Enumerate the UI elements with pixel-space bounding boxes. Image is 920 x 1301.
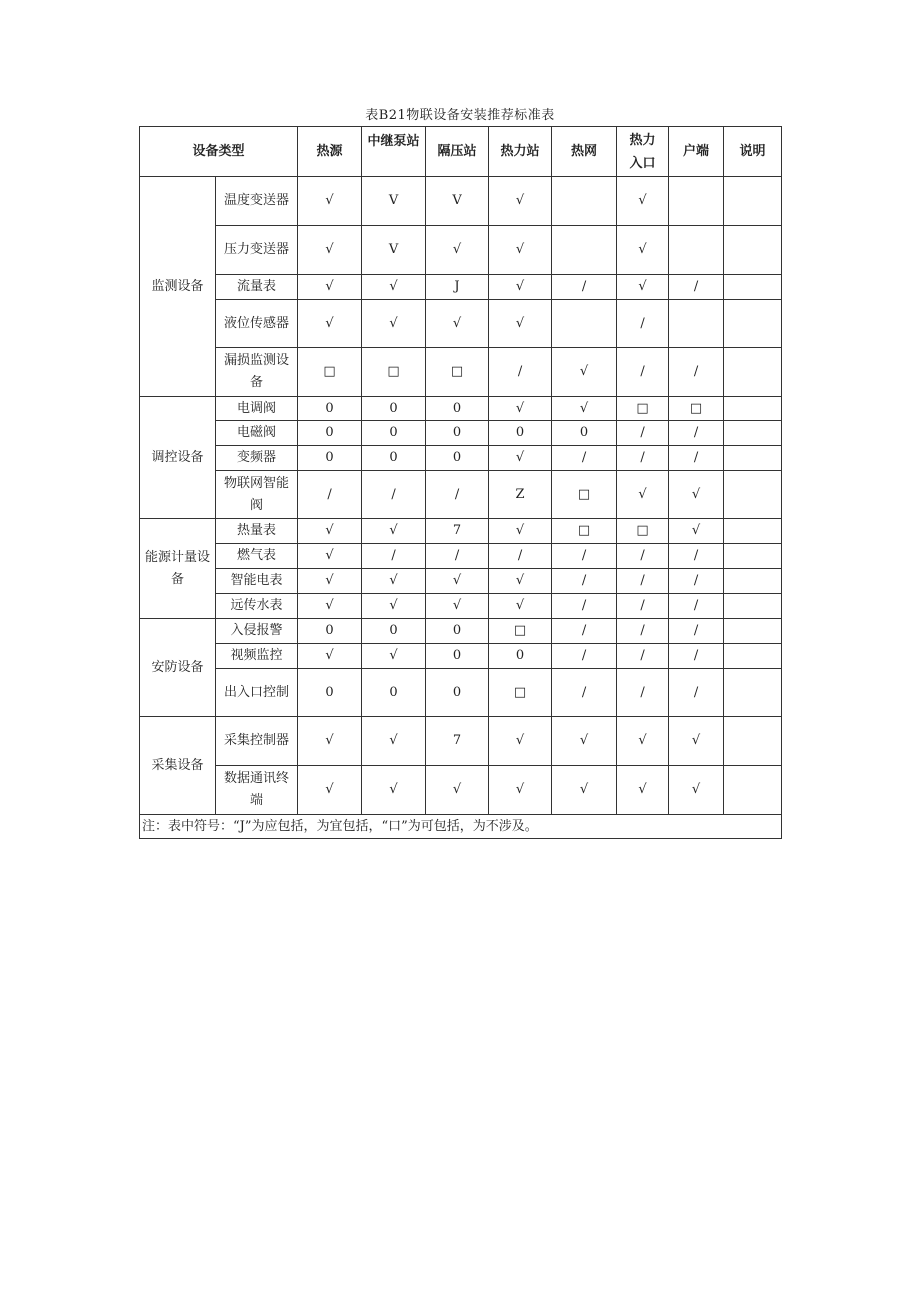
- device-name: 流量表: [216, 275, 298, 300]
- table-row: [140, 421, 782, 446]
- table-row: [140, 544, 782, 569]
- value-cell: √: [617, 177, 669, 226]
- device-name: 电调阀: [216, 397, 298, 421]
- value-cell: √: [426, 766, 489, 815]
- value-cell: √: [362, 519, 426, 544]
- value-cell: √: [489, 519, 552, 544]
- value-cell: √: [669, 519, 724, 544]
- value-cell: 7: [426, 519, 489, 544]
- value-cell: √: [298, 594, 362, 619]
- value-cell: 0: [362, 446, 426, 471]
- value-cell: 0: [426, 397, 489, 421]
- value-cell: /: [669, 619, 724, 644]
- value-cell: √: [298, 300, 362, 348]
- value-cell: 7: [426, 717, 489, 766]
- header-col: 说明: [724, 127, 782, 177]
- value-cell: 0: [362, 619, 426, 644]
- value-cell: [724, 569, 782, 594]
- value-cell: √: [298, 766, 362, 815]
- value-cell: □: [298, 348, 362, 397]
- table-row: [140, 766, 782, 815]
- table-caption: 表B21物联设备安装推荐标准表: [365, 108, 555, 123]
- value-cell: √: [298, 644, 362, 669]
- value-cell: √: [298, 544, 362, 569]
- value-cell: √: [426, 226, 489, 275]
- table-row: [140, 644, 782, 669]
- value-cell: √: [298, 569, 362, 594]
- value-cell: 0: [298, 397, 362, 421]
- table-row: [140, 519, 782, 544]
- value-cell: [552, 177, 617, 226]
- value-cell: √: [489, 177, 552, 226]
- value-cell: /: [552, 446, 617, 471]
- value-cell: [724, 471, 782, 519]
- value-cell: √: [669, 471, 724, 519]
- value-cell: √: [362, 766, 426, 815]
- header-col: 热源: [298, 127, 362, 177]
- value-cell: √: [489, 569, 552, 594]
- value-cell: √: [552, 717, 617, 766]
- device-name: 远传水表: [216, 594, 298, 619]
- value-cell: √: [298, 275, 362, 300]
- header-col: 中继泵站: [362, 127, 426, 177]
- value-cell: √: [489, 300, 552, 348]
- value-cell: √: [489, 446, 552, 471]
- value-cell: √: [489, 594, 552, 619]
- value-cell: 0: [426, 421, 489, 446]
- device-name: 物联网智能阀: [216, 471, 298, 519]
- value-cell: V: [426, 177, 489, 226]
- value-cell: /: [552, 275, 617, 300]
- value-cell: √: [617, 717, 669, 766]
- value-cell: /: [617, 669, 669, 717]
- value-cell: /: [552, 619, 617, 644]
- value-cell: [724, 421, 782, 446]
- value-cell: □: [426, 348, 489, 397]
- value-cell: √: [617, 766, 669, 815]
- value-cell: /: [669, 669, 724, 717]
- value-cell: 0: [489, 421, 552, 446]
- device-name: 压力变送器: [216, 226, 298, 275]
- value-cell: √: [298, 717, 362, 766]
- value-cell: /: [362, 471, 426, 519]
- value-cell: [724, 397, 782, 421]
- value-cell: /: [669, 569, 724, 594]
- value-cell: /: [552, 644, 617, 669]
- value-cell: V: [362, 177, 426, 226]
- value-cell: /: [489, 544, 552, 569]
- header-col: 户端: [669, 127, 724, 177]
- table-row: [140, 226, 782, 275]
- value-cell: √: [489, 766, 552, 815]
- header-col: 热力 入口: [617, 127, 669, 177]
- table-row: [140, 717, 782, 766]
- value-cell: /: [552, 669, 617, 717]
- value-cell: V: [362, 226, 426, 275]
- header-col: 热力站: [489, 127, 552, 177]
- group-name: 调控设备: [140, 397, 216, 519]
- value-cell: □: [489, 619, 552, 644]
- value-cell: /: [552, 544, 617, 569]
- value-cell: 0: [298, 619, 362, 644]
- value-cell: /: [617, 544, 669, 569]
- value-cell: [724, 226, 782, 275]
- value-cell: 0: [298, 669, 362, 717]
- value-cell: /: [617, 569, 669, 594]
- value-cell: √: [298, 177, 362, 226]
- table-row: [140, 619, 782, 644]
- value-cell: √: [489, 226, 552, 275]
- value-cell: √: [362, 717, 426, 766]
- value-cell: [724, 544, 782, 569]
- device-name: 智能电表: [216, 569, 298, 594]
- device-name: 视频监控: [216, 644, 298, 669]
- device-name: 热量表: [216, 519, 298, 544]
- header-device-type: 设备类型: [140, 127, 298, 177]
- value-cell: /: [617, 421, 669, 446]
- equipment-table: [139, 126, 782, 839]
- table-row: [140, 300, 782, 348]
- value-cell: √: [426, 594, 489, 619]
- value-cell: [552, 226, 617, 275]
- value-cell: Z: [489, 471, 552, 519]
- group-name: 能源计量设备: [140, 519, 216, 619]
- device-name: 漏损监测设备: [216, 348, 298, 397]
- value-cell: /: [617, 446, 669, 471]
- value-cell: /: [669, 275, 724, 300]
- value-cell: [724, 644, 782, 669]
- value-cell: /: [552, 594, 617, 619]
- value-cell: √: [617, 471, 669, 519]
- value-cell: /: [669, 544, 724, 569]
- value-cell: □: [617, 397, 669, 421]
- table-row: [140, 669, 782, 717]
- value-cell: √: [669, 766, 724, 815]
- value-cell: √: [617, 226, 669, 275]
- value-cell: /: [669, 644, 724, 669]
- table-row: [140, 275, 782, 300]
- value-cell: /: [552, 569, 617, 594]
- value-cell: J: [426, 275, 489, 300]
- value-cell: 0: [552, 421, 617, 446]
- value-cell: 0: [426, 619, 489, 644]
- table-row: [140, 177, 782, 226]
- table-note: 注：表中符号：“J”为应包括，为宜包括，“口”为可包括，为不涉及。: [140, 815, 782, 839]
- value-cell: /: [617, 594, 669, 619]
- value-cell: /: [489, 348, 552, 397]
- value-cell: √: [489, 397, 552, 421]
- value-cell: [724, 348, 782, 397]
- value-cell: □: [617, 519, 669, 544]
- group-name: 采集设备: [140, 717, 216, 815]
- value-cell: 0: [426, 669, 489, 717]
- value-cell: [724, 717, 782, 766]
- group-name: 安防设备: [140, 619, 216, 717]
- device-name: 电磁阀: [216, 421, 298, 446]
- value-cell: [724, 177, 782, 226]
- value-cell: /: [298, 471, 362, 519]
- value-cell: /: [617, 300, 669, 348]
- table-row: [140, 397, 782, 421]
- value-cell: /: [426, 471, 489, 519]
- value-cell: √: [362, 275, 426, 300]
- value-cell: [724, 300, 782, 348]
- value-cell: /: [669, 594, 724, 619]
- value-cell: √: [617, 275, 669, 300]
- value-cell: 0: [426, 446, 489, 471]
- value-cell: √: [552, 766, 617, 815]
- table-row: [140, 446, 782, 471]
- value-cell: √: [669, 717, 724, 766]
- device-name: 出入口控制: [216, 669, 298, 717]
- header-col: 热网: [552, 127, 617, 177]
- value-cell: 0: [362, 397, 426, 421]
- value-cell: [724, 519, 782, 544]
- value-cell: √: [426, 569, 489, 594]
- value-cell: √: [489, 717, 552, 766]
- value-cell: √: [552, 397, 617, 421]
- table-row: [140, 594, 782, 619]
- value-cell: √: [489, 275, 552, 300]
- table-row: [140, 471, 782, 519]
- value-cell: □: [552, 519, 617, 544]
- value-cell: /: [617, 644, 669, 669]
- value-cell: □: [489, 669, 552, 717]
- header-col: 隔压站: [426, 127, 489, 177]
- value-cell: √: [552, 348, 617, 397]
- value-cell: √: [426, 300, 489, 348]
- device-name: 液位传感器: [216, 300, 298, 348]
- device-name: 入侵报警: [216, 619, 298, 644]
- device-name: 温度变送器: [216, 177, 298, 226]
- value-cell: 0: [298, 446, 362, 471]
- value-cell: 0: [489, 644, 552, 669]
- table-row: [140, 348, 782, 397]
- value-cell: √: [362, 569, 426, 594]
- group-name: 监测设备: [140, 177, 216, 397]
- value-cell: /: [617, 348, 669, 397]
- value-cell: 0: [362, 669, 426, 717]
- value-cell: 0: [362, 421, 426, 446]
- value-cell: /: [669, 348, 724, 397]
- value-cell: [669, 226, 724, 275]
- value-cell: /: [669, 446, 724, 471]
- value-cell: [669, 177, 724, 226]
- value-cell: /: [362, 544, 426, 569]
- value-cell: √: [362, 594, 426, 619]
- table-row: [140, 569, 782, 594]
- value-cell: 0: [298, 421, 362, 446]
- value-cell: /: [669, 421, 724, 446]
- value-cell: □: [552, 471, 617, 519]
- device-name: 变频器: [216, 446, 298, 471]
- device-name: 采集控制器: [216, 717, 298, 766]
- value-cell: □: [669, 397, 724, 421]
- value-cell: □: [362, 348, 426, 397]
- value-cell: √: [362, 300, 426, 348]
- value-cell: [724, 619, 782, 644]
- value-cell: /: [426, 544, 489, 569]
- device-name: 燃气表: [216, 544, 298, 569]
- value-cell: /: [617, 619, 669, 644]
- value-cell: 0: [426, 644, 489, 669]
- value-cell: [724, 275, 782, 300]
- value-cell: [724, 446, 782, 471]
- value-cell: [724, 766, 782, 815]
- value-cell: √: [362, 644, 426, 669]
- value-cell: [724, 669, 782, 717]
- value-cell: √: [298, 519, 362, 544]
- device-name: 数据通讯终端: [216, 766, 298, 815]
- value-cell: √: [298, 226, 362, 275]
- value-cell: [724, 594, 782, 619]
- value-cell: [552, 300, 617, 348]
- value-cell: [669, 300, 724, 348]
